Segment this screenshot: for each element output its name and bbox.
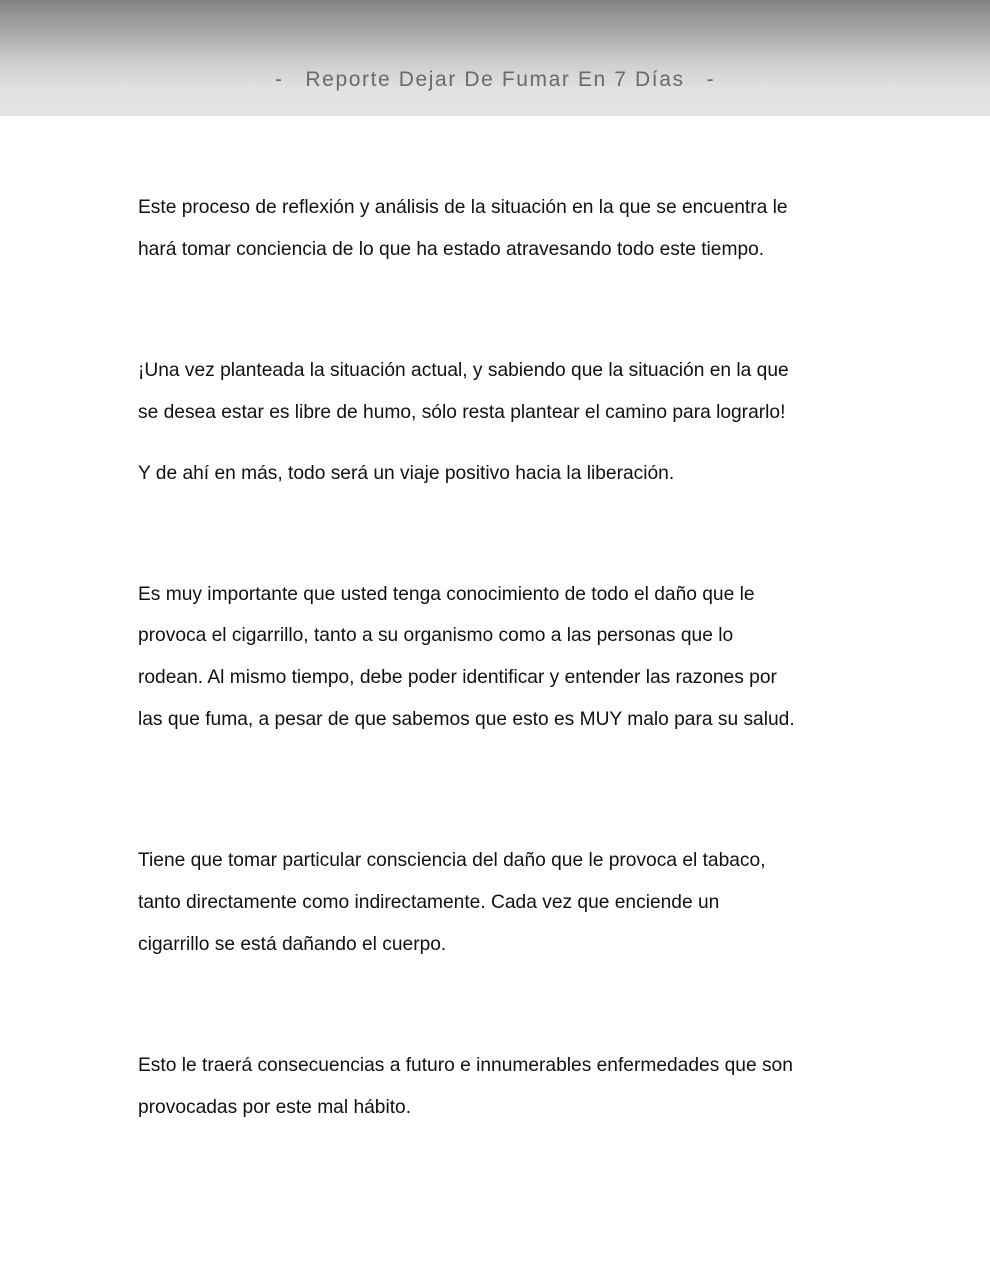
text-line: las que fuma, a pesar de que sabemos que esto es MUY malo para su salud.	[138, 708, 795, 730]
document-body	[138, 187, 858, 1129]
text-line: ¡Una vez planteada la situación actual, y sabiendo que la situación en la que	[138, 360, 789, 382]
text-line: Este proceso de reflexión y análisis de la situación en la que se encuentra le	[138, 197, 788, 218]
paragraph-6	[138, 1045, 858, 1128]
paragraph-5	[138, 840, 858, 965]
paragraph-1	[138, 187, 858, 270]
text-line: Esto le traerá consecuencias a futuro e innumerables enfermedades que son	[138, 1055, 793, 1077]
text-line: Tiene que tomar particular consciencia del daño que le provoca el tabaco,	[138, 850, 766, 872]
page-title: Reporte Dejar De Fumar En 7 Días	[305, 68, 685, 91]
page-header	[0, 0, 990, 116]
text-line: cigarrillo se está dañando el cuerpo.	[138, 933, 447, 955]
text-line: provoca el cigarrillo, tanto a su organismo como a las personas que lo	[138, 625, 734, 647]
paragraph-2	[138, 350, 858, 433]
text-line: provocadas por este mal hábito.	[138, 1097, 412, 1119]
text-line: rodean. Al mismo tiempo, debe poder identificar y entender las razones por	[138, 666, 777, 688]
text-line: Y de ahí en más, todo será un viaje positivo hacia la liberación.	[138, 462, 675, 484]
paragraph-4	[138, 574, 858, 741]
header-title-bar	[0, 66, 990, 94]
header-dash-right: -	[706, 68, 716, 91]
paragraph-3	[138, 453, 858, 495]
header-dash-left: -	[274, 68, 284, 91]
text-line: se desea estar es libre de humo, sólo resta plantear el camino para lograrlo!	[138, 402, 786, 424]
text-line: hará tomar conciencia de lo que ha estado atravesando todo este tiempo.	[138, 238, 765, 260]
text-line: Es muy importante que usted tenga conocimiento de todo el daño que le	[138, 583, 755, 605]
text-line: tanto directamente como indirectamente. Cada vez que enciende un	[138, 892, 720, 914]
